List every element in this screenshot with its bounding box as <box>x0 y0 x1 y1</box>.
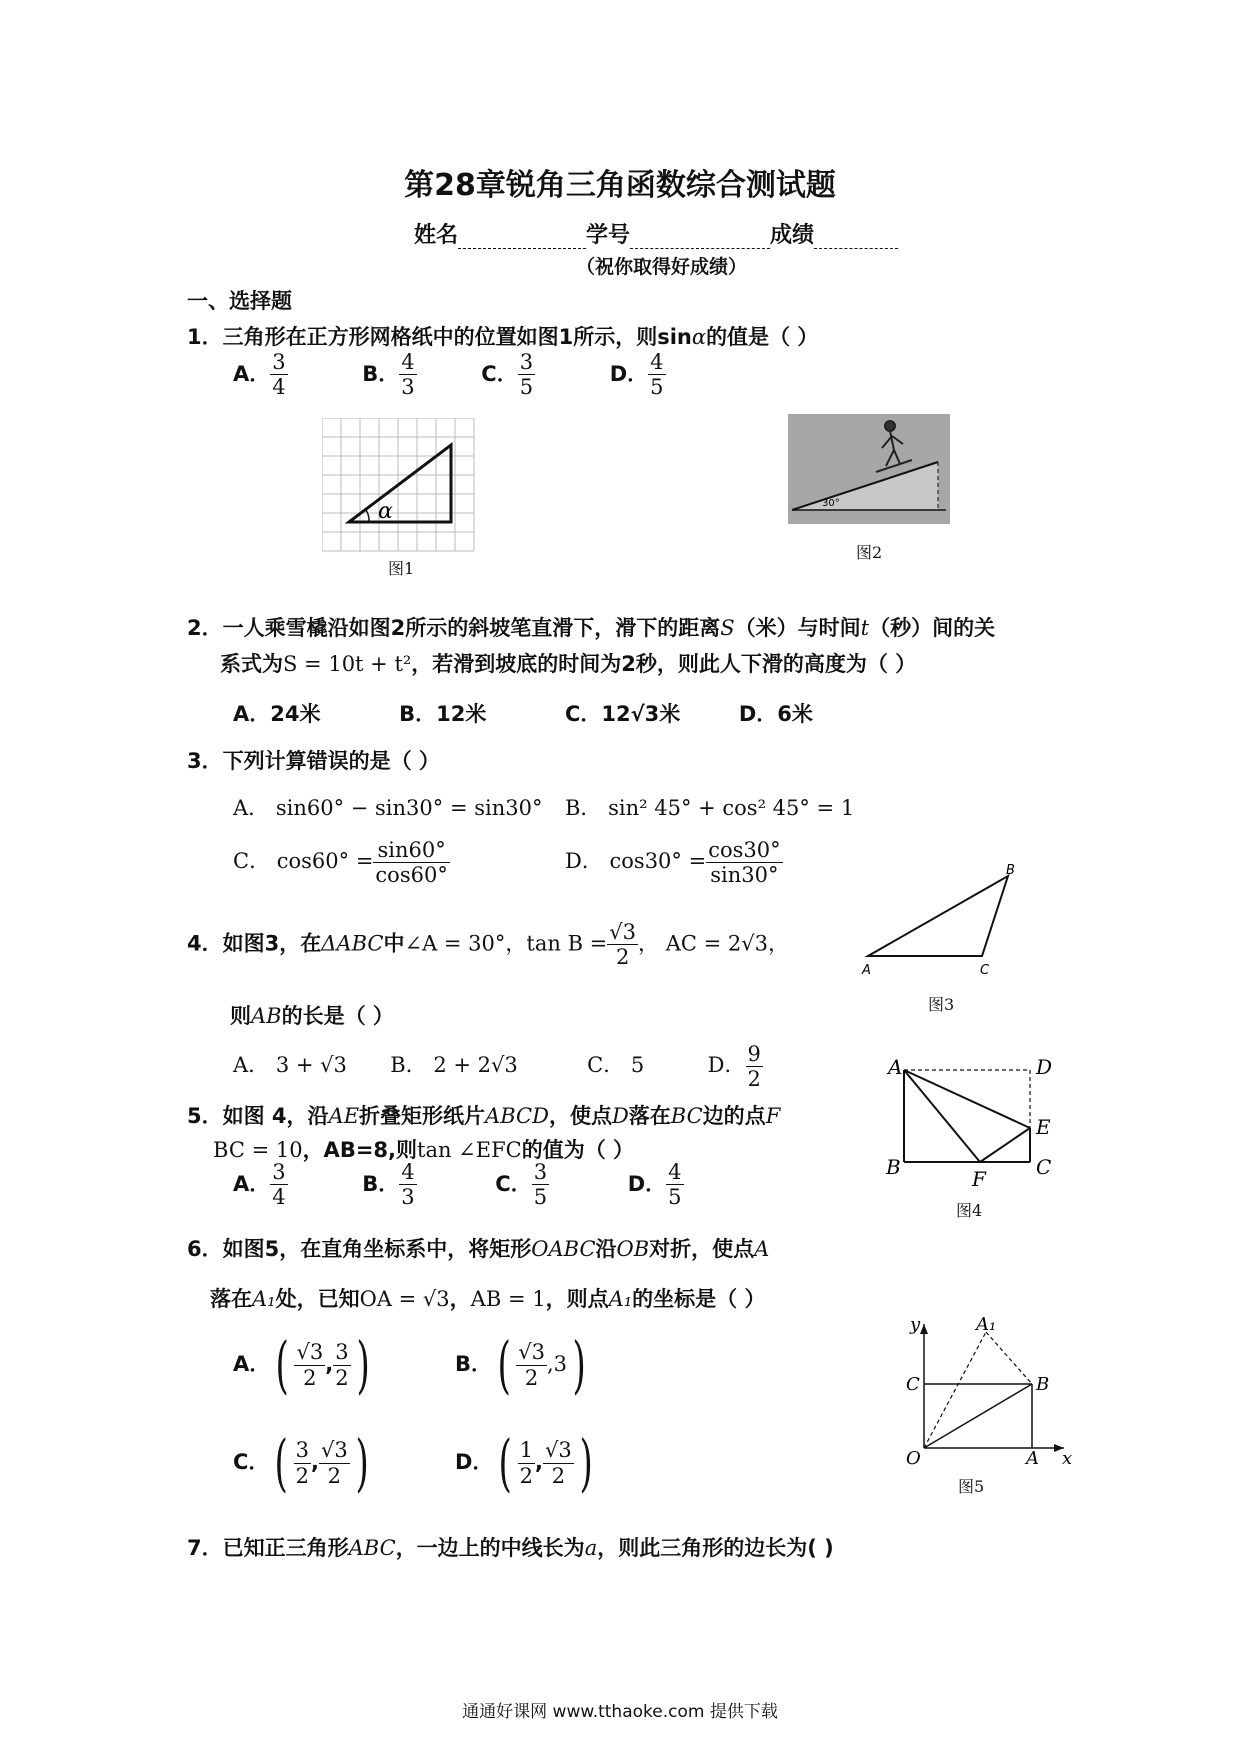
q6-option-d[interactable]: D．( $\frac{1}{2}$ , $\frac{√3}{2}$ ) <box>455 1426 593 1499</box>
figure-1-caption: 图1 <box>388 559 415 578</box>
figure-2-caption: 图2 <box>856 543 883 562</box>
page-title: 第28章锐角三角函数综合测试题 <box>404 168 836 203</box>
fig1-alpha-label: α <box>378 499 393 524</box>
figure-3-caption: 图3 <box>928 995 955 1014</box>
q6-option-b[interactable]: B．( $\frac{√3}{2}$ ,3) <box>455 1328 586 1401</box>
question-5-line-2: BC = 10，AB=8,则tan ∠EFC的值为（ ） <box>213 1138 635 1162</box>
question-1: 1．三角形在正方形网格纸中的位置如图1所示，则sinα的值是（ ） <box>187 325 819 349</box>
svg-text:B: B <box>1036 1374 1050 1395</box>
score-label: 成绩 <box>770 223 815 248</box>
svg-text:C: C <box>1036 1155 1052 1179</box>
section-heading: 一、选择题 <box>187 289 292 313</box>
question-2-line-2: 系式为S = 10t + t²，若滑到坡底的时间为2秒，则此人下滑的高度为（ ） <box>220 652 917 676</box>
figure-5-coordinates <box>894 1316 1074 1466</box>
svg-text:C: C <box>980 963 990 978</box>
q1-options <box>233 350 666 399</box>
q2-option-b[interactable]: B．12米 <box>399 702 487 726</box>
question-6-line-1: 6．如图5，在直角坐标系中，将矩形OABC沿OB对折，使点A <box>187 1237 770 1261</box>
page-footer: 通通好课网 www.tthaoke.com 提供下载 <box>462 1702 778 1722</box>
name-blank[interactable] <box>458 228 586 249</box>
wish-line: （祝你取得好成绩） <box>576 256 748 278</box>
q3-option-b[interactable]: B． sin² 45° + cos² 45° = 1 <box>565 796 855 820</box>
question-7: 7．已知正三角形ABC，一边上的中线长为a，则此三角形的边长为( ) <box>187 1536 834 1560</box>
number-blank[interactable] <box>630 228 770 249</box>
q2-options <box>233 698 813 728</box>
q1-option-d[interactable]: D． $\frac{4}{5}$ <box>609 350 664 400</box>
svg-text:A: A <box>1026 1448 1039 1466</box>
q4-option-d[interactable]: D． $\frac{9}{2}$ <box>707 1042 761 1092</box>
figure-3-triangle <box>860 862 1020 982</box>
q4-option-b[interactable]: B． 2 + 2√3 <box>390 1053 518 1078</box>
svg-text:y: y <box>910 1316 921 1335</box>
q6-option-a[interactable]: A．( $\frac{√3}{2}$ , $\frac{3}{2}$ ) <box>233 1328 370 1401</box>
student-info <box>414 218 898 249</box>
svg-text:D: D <box>1036 1055 1053 1079</box>
svg-text:A: A <box>888 1055 903 1079</box>
q3-option-c[interactable]: C． cos60° = $\frac{\sin 60^\circ}{\cos 60^\circ}$ <box>233 838 448 888</box>
q5-option-c[interactable]: C． $\frac{3}{5}$ <box>495 1160 548 1210</box>
q2-option-d[interactable]: D．6米 <box>738 702 813 726</box>
figure-5-caption: 图5 <box>958 1477 985 1496</box>
figure-4-caption: 图4 <box>956 1201 983 1220</box>
name-label: 姓名 <box>414 223 459 248</box>
score-blank[interactable] <box>814 228 898 249</box>
q3-option-a[interactable]: A． sin60° − sin30° = sin30° <box>233 796 543 820</box>
figure-4-rectangle <box>880 1050 1060 1190</box>
figure-1-grid <box>322 418 477 554</box>
q1-option-a[interactable]: A． $\frac{3}{4}$ <box>233 350 286 400</box>
q2-option-a[interactable]: A．24米 <box>233 702 321 726</box>
q5-option-a[interactable]: A． $\frac{3}{4}$ <box>233 1160 286 1210</box>
svg-text:O: O <box>906 1448 921 1466</box>
svg-text:A₁: A₁ <box>976 1316 997 1335</box>
question-4-line-2: 则AB的长是（ ） <box>230 1004 394 1028</box>
question-2-line-1: 2．一人乘雪橇沿如图2所示的斜坡笔直滑下，滑下的距离S（米）与时间t（秒）间的关 <box>187 616 996 640</box>
svg-text:B: B <box>1006 863 1015 878</box>
fig2-angle-label: 30° <box>822 498 840 509</box>
q4-option-a[interactable]: A． 3 + √3 <box>233 1053 347 1078</box>
question-5-line-1: 5．如图 4，沿AE折叠矩形纸片ABCD，使点D落在BC边的点F <box>187 1104 781 1128</box>
question-4-line-1: 4．如图3，在ΔABC中∠A = 30°，tan B = $\frac{√3}{2}$ ， AC = 2√3， <box>187 920 789 970</box>
figure-2-slope <box>788 414 950 524</box>
svg-text:x: x <box>1062 1448 1073 1466</box>
svg-text:A: A <box>862 963 871 978</box>
svg-text:C: C <box>906 1374 920 1395</box>
q5-options <box>233 1160 684 1209</box>
q5-option-d[interactable]: D． $\frac{4}{5}$ <box>627 1160 682 1210</box>
q4-option-c[interactable]: C． 5 <box>587 1053 645 1078</box>
svg-text:F: F <box>972 1167 986 1190</box>
svg-text:B: B <box>886 1155 901 1179</box>
q2-option-c[interactable]: C．12√3米 <box>564 702 681 726</box>
question-6-line-2: 落在A₁处，已知OA = √3，AB = 1，则点A₁的坐标是（ ） <box>210 1287 766 1311</box>
q5-option-b[interactable]: B． $\frac{4}{3}$ <box>362 1160 415 1210</box>
q3-option-d[interactable]: D． cos30° = $\frac{\cos 30^\circ}{\sin 30^\circ}$ <box>565 838 781 888</box>
question-3: 3．下列计算错误的是（ ） <box>187 749 440 773</box>
q1-option-c[interactable]: C． $\frac{3}{5}$ <box>481 350 534 400</box>
q6-option-c[interactable]: C．( $\frac{3}{2}$ , $\frac{√3}{2}$ ) <box>233 1426 369 1499</box>
number-label: 学号 <box>586 223 631 248</box>
q4-options <box>233 1042 763 1091</box>
q1-option-b[interactable]: B． $\frac{4}{3}$ <box>362 350 415 400</box>
svg-text:E: E <box>1036 1115 1051 1139</box>
